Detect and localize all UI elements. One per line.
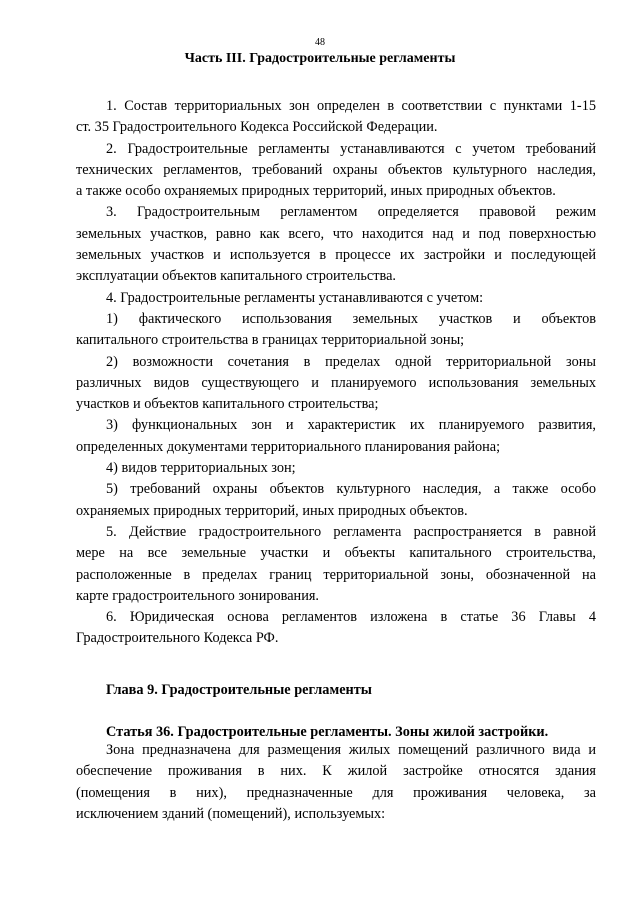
paragraph-line: Градостроительного Кодекса РФ. xyxy=(76,630,279,647)
paragraph-line: 3. Градостроительным регламентом определяется правовой режим xyxy=(106,204,596,221)
paragraph-line: а также особо охраняемых природных территорий, иных природных объектов. xyxy=(76,183,556,200)
paragraph-line: расположенные в пределах границ территориальной зоны, обозначенной на xyxy=(76,566,596,583)
paragraph-line: эксплуатации объектов капитального строительства. xyxy=(76,268,396,285)
body-text xyxy=(76,96,596,650)
paragraph-6 xyxy=(76,352,596,416)
paragraph-8 xyxy=(76,458,596,479)
paragraph-5 xyxy=(76,309,596,352)
paragraph-line: (помещения в них), предназначенные для проживания человека, за xyxy=(76,784,596,801)
paragraph-line: 6. Юридическая основа регламентов изложена в статье 36 Главы 4 xyxy=(106,609,596,626)
paragraph-line: исключением зданий (помещений), используемых: xyxy=(76,805,386,822)
paragraph-line: 5. Действие градостроительного регламента распространяется в равной xyxy=(106,523,596,540)
paragraph-10 xyxy=(76,522,596,607)
paragraph-line: Зона предназначена для размещения жилых помещений различного вида и xyxy=(106,742,596,758)
paragraph-3 xyxy=(76,202,596,287)
paragraph-line: 4) видов территориальных зон; xyxy=(106,460,296,477)
paragraph-line: участков и объектов капитального строительства; xyxy=(76,396,379,413)
paragraph-line: 5) требований охраны объектов культурного наследия, а также особо xyxy=(106,481,596,498)
paragraph-7 xyxy=(76,415,596,458)
paragraph-line: определенных документами территориального планирования района; xyxy=(76,438,501,455)
paragraph-1 xyxy=(76,96,596,139)
paragraph-line: капитального строительства в границах территориальной зоны; xyxy=(76,332,465,349)
paragraph-line: мере на все земельные участки и объекты капитального строительства, xyxy=(76,545,596,562)
paragraph-line: 1) фактического использования земельных участков и объектов xyxy=(106,310,596,327)
chapter-title: Глава 9. Градостроительные регламенты xyxy=(106,682,372,698)
paragraph-line: различных видов существующего и планируемого использования земельных xyxy=(76,374,596,391)
paragraph-9 xyxy=(76,479,596,522)
paragraph-line: обеспечение проживания в них. К жилой застройке относятся здания xyxy=(76,763,596,780)
paragraph-line: земельных участков и используется в процессе их застройки и последующей xyxy=(76,247,596,264)
article-text xyxy=(76,740,596,825)
paragraph-line: карте градостроительного зонирования. xyxy=(76,587,320,604)
paragraph-line: 2. Градостроительные регламенты устанавливаются с учетом требований xyxy=(106,140,596,157)
paragraph-line: 3) функциональных зон и характеристик их планируемого развития, xyxy=(106,417,596,434)
paragraph-line: 2) возможности сочетания в пределах одной территориальной зоны xyxy=(106,353,596,370)
paragraph-line: 1. Состав территориальных зон определен в соответствии с пунктами 1-15 xyxy=(106,98,596,114)
paragraph-4 xyxy=(76,288,596,309)
paragraph-line: ст. 35 Градостроительного Кодекса Российской Федерации. xyxy=(76,119,438,136)
paragraph-11 xyxy=(76,607,596,650)
paragraph-line: 4. Градостроительные регламенты устанавливаются с учетом: xyxy=(106,289,484,306)
page-number: 48 xyxy=(315,37,325,48)
part-title: Часть III. Градостроительные регламенты xyxy=(184,51,456,66)
paragraph-line: земельных участков, равно как всего, что находится над и под поверхностью xyxy=(76,225,596,242)
paragraph-line: охраняемых природных территорий, иных природных объектов. xyxy=(76,502,468,519)
article-paragraph xyxy=(76,740,596,825)
paragraph-line: технических регламентов, требований охраны объектов культурного наследия, xyxy=(76,161,596,178)
article-title: Статья 36. Градостроительные регламенты. Зоны жилой застройки. xyxy=(106,724,549,740)
paragraph-2 xyxy=(76,139,596,203)
